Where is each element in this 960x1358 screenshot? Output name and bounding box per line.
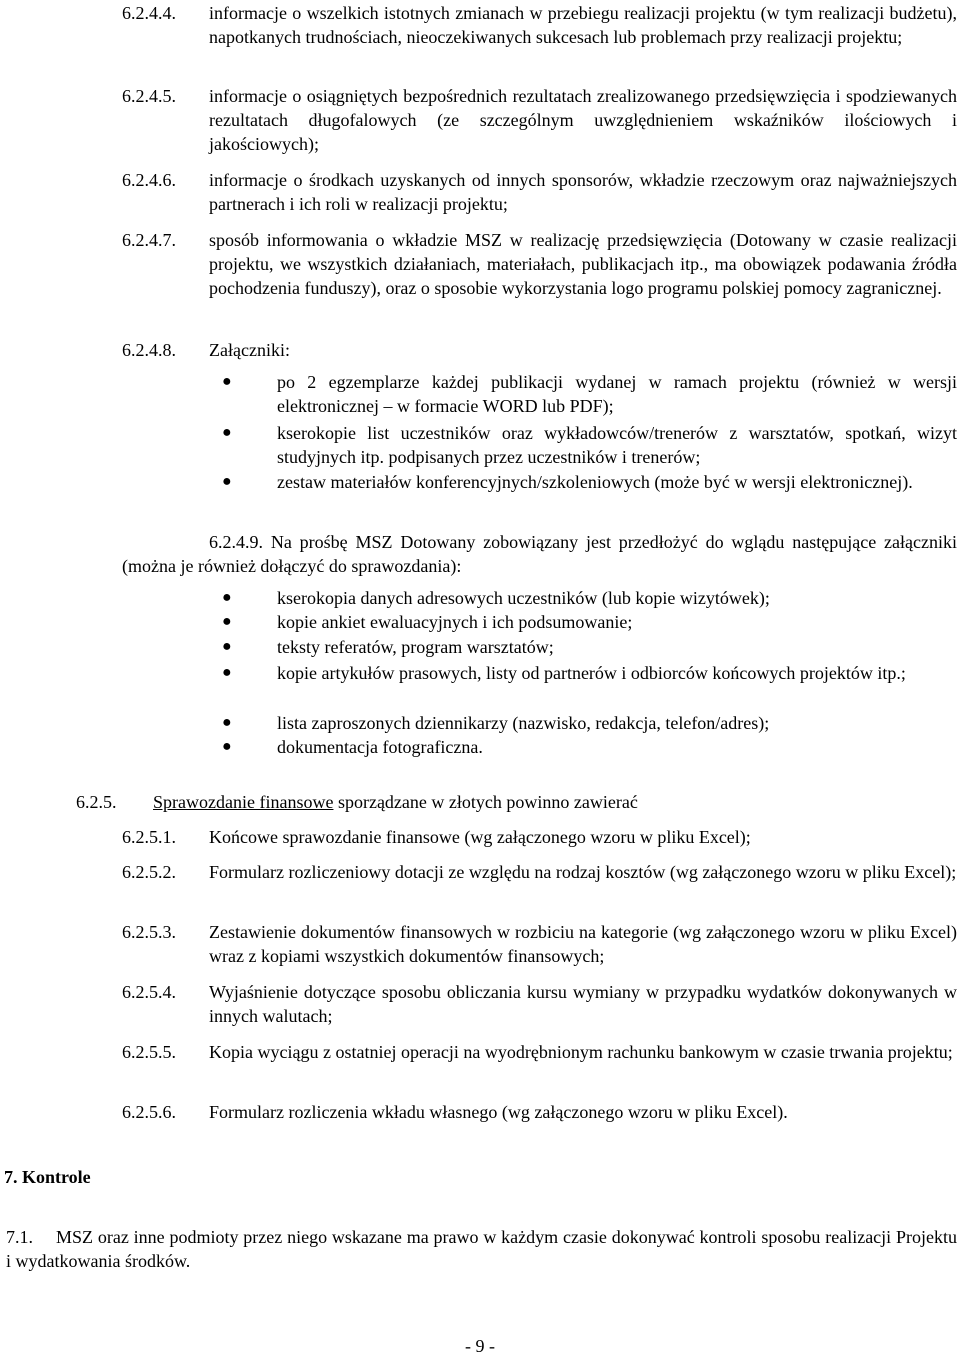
paragraph-6-2-4-9 — [122, 530, 957, 578]
section-heading: 7. Kontrole — [4, 1167, 91, 1187]
paragraph-text: informacje o osiągniętych bezpośrednich rezultatach zrealizowanego przedsięwzięcia i spodziewanych rezultatach długofalowych (ze szczególnym uwzględnieniem wskaźników ilościowych i jakościowych); — [209, 86, 957, 154]
bullet-icon: ● — [222, 664, 232, 681]
bullet-icon: ● — [222, 638, 232, 655]
item-number: 6.2.5.4. — [122, 982, 176, 1002]
paragraph-text: Wyjaśnienie dotyczące sposobu obliczania kursu wymiany w przypadku wydatków dokonywanych w innych walutach; — [209, 982, 957, 1026]
paragraph-text: MSZ oraz inne podmioty przez niego wskazane ma prawo w każdym czasie dokonywać kontroli sposobu realizacji Projektu i wydatkowania środków. — [6, 1227, 957, 1271]
attachments-label: Załączniki: — [209, 340, 290, 360]
list-item: kserokopia danych adresowych uczestników (lub kopie wizytówek); — [277, 588, 770, 608]
item-number: 6.2.4.4. — [122, 3, 176, 23]
bullet-icon: ● — [222, 613, 232, 630]
section-title — [153, 790, 638, 814]
item-number: 6.2.5.3. — [122, 922, 176, 942]
page-number: - 9 - — [465, 1336, 495, 1356]
paragraph-text: Zestawienie dokumentów finansowych w rozbiciu na kategorie (wg załączonego wzoru w pliku Excel) wraz z kopiami wszystkich dokumentów finansowych; — [209, 922, 957, 966]
item-number: 6.2.5.6. — [122, 1102, 176, 1122]
item-number: 6.2.4.5. — [122, 86, 176, 106]
paragraph-7-1 — [6, 1225, 957, 1273]
list-item: lista zaproszonych dziennikarzy (nazwisko, redakcja, telefon/adres); — [277, 713, 770, 733]
list-item: teksty referatów, program warsztatów; — [277, 637, 554, 657]
list-item: zestaw materiałów konferencyjnych/szkoleniowych (może być w wersji elektronicznej). — [277, 472, 913, 492]
bullet-icon: ● — [222, 589, 232, 606]
list-item: kserokopie list uczestników oraz wykładowców/trenerów z warsztatów, spotkań, wizyt studyjnych itp. podpisanych przez uczestników i trenerów; — [277, 423, 957, 467]
paragraph-text: Formularz rozliczeniowy dotacji ze względu na rodzaj kosztów (wg załączonego wzoru w pliku Excel); — [209, 862, 957, 882]
item-number: 6.2.5.1. — [122, 827, 176, 847]
bullet-icon: ● — [222, 373, 232, 390]
section-number: 6.2.5. — [76, 792, 117, 812]
item-number: 6.2.5.5. — [122, 1042, 176, 1062]
bullet-icon: ● — [222, 714, 232, 731]
item-number: 7.1. — [6, 1227, 33, 1247]
list-item: dokumentacja fotograficzna. — [277, 737, 483, 757]
section-title-rest: sporządzane w złotych powinno zawierać — [333, 792, 638, 812]
section-title-underlined: Sprawozdanie finansowe — [153, 792, 334, 812]
paragraph-text: Formularz rozliczenia wkładu własnego (wg załączonego wzoru w pliku Excel). — [209, 1102, 788, 1122]
bullet-icon: ● — [222, 473, 232, 490]
paragraph-text: informacje o wszelkich istotnych zmianach w przebiegu realizacji projektu (w tym realizacji budżetu), napotkanych trudnościach, nieoczekiwanych sukcesach lub problemach przy realizacji projektu; — [209, 3, 957, 47]
paragraph-text: Kopia wyciągu z ostatniej operacji na wyodrębnionym rachunku bankowym w czasie trwania projektu; — [209, 1042, 953, 1062]
paragraph-text: sposób informowania o wkładzie MSZ w realizację przedsięwzięcia (Dotowany w czasie realizacji projektu, we wszystkich działaniach, materiałach, publikacjach itp., ma obowiązek podawania źródła pochodzenia funduszy), oraz o sposobie wykorzystania logo programu polskiej pomocy zagranicznej. — [209, 230, 957, 298]
bullet-icon: ● — [222, 738, 232, 755]
list-item: po 2 egzemplarze każdej publikacji wydanej w ramach projektu (również w wersji elektronicznej – w formacie WORD lub PDF); — [277, 372, 957, 416]
list-item: kopie artykułów prasowych, listy od partnerów i odbiorców końcowych projektów itp.; — [277, 663, 906, 683]
paragraph-text: Na prośbę MSZ Dotowany zobowiązany jest przedłożyć do wglądu następujące załączniki (można je również dołączyć do sprawozdania): — [122, 532, 957, 576]
item-number: 6.2.4.6. — [122, 170, 176, 190]
paragraph-text: Końcowe sprawozdanie finansowe (wg załączonego wzoru w pliku Excel); — [209, 827, 751, 847]
item-number: 6.2.4.8. — [122, 340, 176, 360]
item-number: 6.2.4.9. — [209, 532, 263, 552]
paragraph-text: informacje o środkach uzyskanych od innych sponsorów, wkładzie rzeczowym oraz najważniejszych partnerach i ich roli w realizacji projektu; — [209, 170, 957, 214]
bullet-icon: ● — [222, 424, 232, 441]
item-number: 6.2.5.2. — [122, 862, 176, 882]
item-number: 6.2.4.7. — [122, 230, 176, 250]
list-item: kopie ankiet ewaluacyjnych i ich podsumowanie; — [277, 612, 633, 632]
